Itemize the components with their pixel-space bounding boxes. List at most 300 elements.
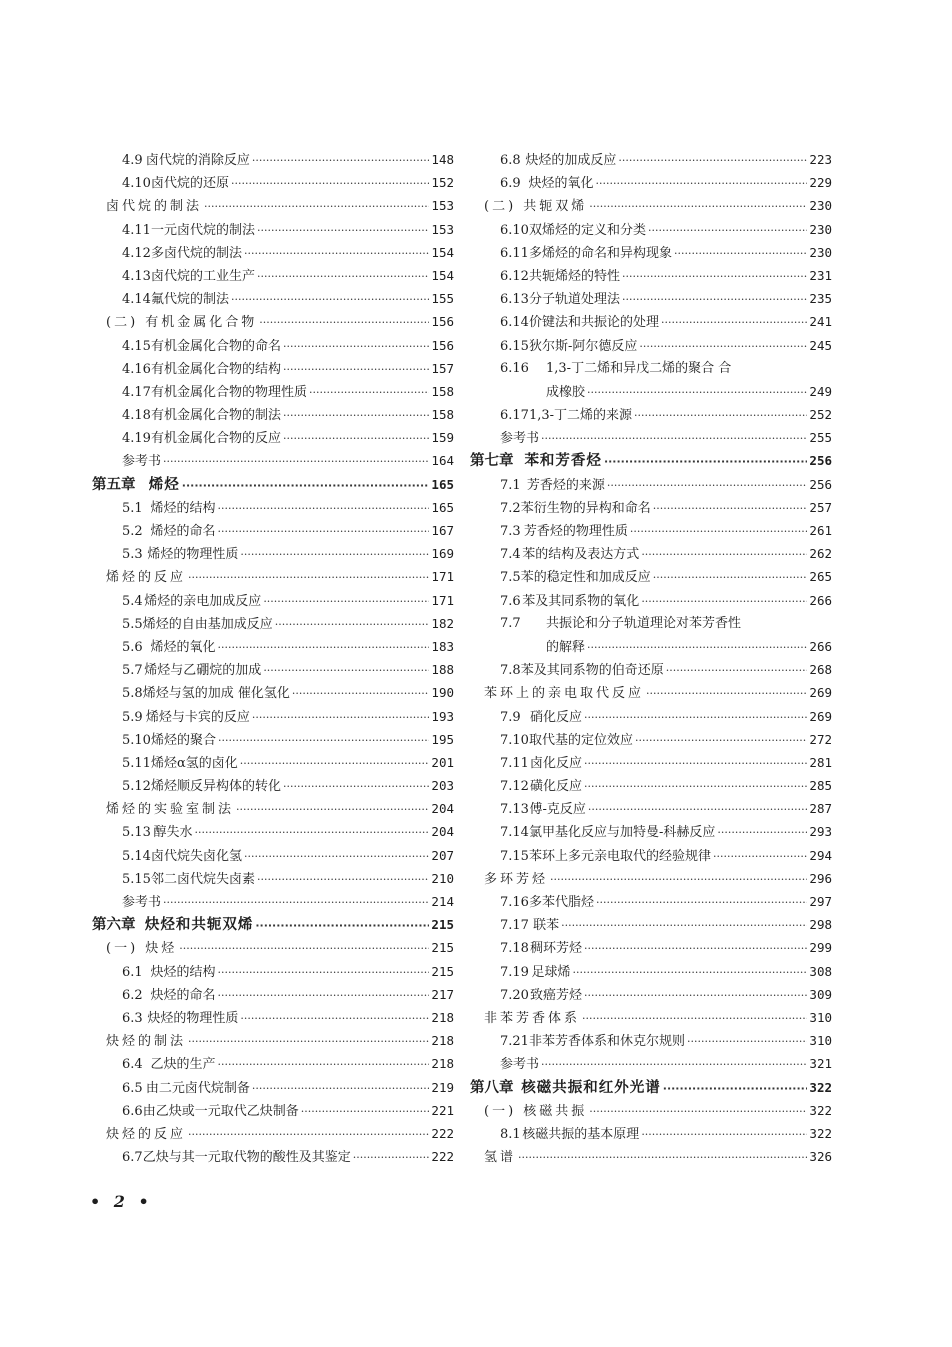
section-number: 7.5 — [500, 570, 521, 586]
toc-entry — [470, 983, 832, 1006]
dot-leader — [309, 381, 429, 404]
group-heading: 多环芳烃 — [484, 871, 549, 887]
dot-leader — [584, 937, 807, 960]
section-number: 7.4 — [500, 547, 521, 563]
section-number: 5.12 — [122, 779, 151, 795]
dot-leader — [663, 1077, 808, 1100]
dot-leader — [188, 1030, 429, 1053]
page-ref: 201 — [431, 754, 454, 770]
dot-leader — [674, 242, 807, 265]
section-number: 6.17 — [500, 408, 529, 424]
page-ref: 188 — [431, 662, 454, 678]
section-number: 4.14 — [122, 292, 151, 308]
toc-entry — [92, 960, 454, 983]
dot-leader — [561, 914, 807, 937]
section-title: 炔烃的氧化 — [528, 176, 594, 192]
dot-leader — [244, 242, 429, 265]
section-title: 烯烃的聚合 — [150, 732, 216, 748]
page-ref: 256 — [809, 476, 832, 492]
page-ref: 326 — [809, 1149, 832, 1165]
page-ref: 256 — [809, 453, 832, 469]
chapter-title: 核磁共振和红外光谱 — [521, 1079, 661, 1096]
section-title: 炔烃的命名 — [150, 987, 216, 1003]
page-ref: 164 — [431, 453, 454, 469]
page-ref: 322 — [809, 1079, 832, 1095]
toc-entry — [92, 357, 454, 380]
toc-entry — [92, 635, 454, 658]
section-title: 有机金属化合物的制法 — [150, 408, 281, 424]
section-number: 7.11 — [500, 755, 529, 771]
toc-entry — [470, 1052, 832, 1075]
page-ref: 204 — [431, 801, 454, 817]
toc-entry — [92, 1145, 454, 1168]
page-ref: 158 — [431, 383, 454, 399]
dot-leader — [218, 729, 429, 752]
dot-leader — [182, 474, 430, 497]
page-ref: 252 — [809, 407, 832, 423]
dot-leader — [587, 381, 807, 404]
section-title: 烯烃的亲电加成反应 — [144, 593, 262, 609]
dot-leader — [257, 868, 429, 891]
page-ref: 157 — [431, 360, 454, 376]
section-title: 醇失水 — [153, 825, 193, 841]
page-ref: 159 — [431, 430, 454, 446]
section-title: 有机金属化合物的反应 — [150, 431, 281, 447]
toc-entry — [92, 1076, 454, 1099]
page-ref: 249 — [809, 383, 832, 399]
chapter-number: 第八章 — [470, 1079, 514, 1096]
section-number: 7.18 — [500, 941, 529, 957]
section-title: 核磁共振的基本原理 — [522, 1126, 640, 1142]
toc-entry — [470, 658, 832, 681]
dot-leader — [240, 1007, 429, 1030]
toc-entry — [470, 171, 832, 194]
section-title: 烯烃的物理性质 — [147, 547, 239, 563]
dot-leader — [604, 450, 807, 473]
toc-entry — [92, 1099, 454, 1122]
dot-leader — [641, 1123, 807, 1146]
page-ref: 204 — [431, 824, 454, 840]
section-title-continued: 的解释 — [546, 639, 586, 655]
section-number: 6.11 — [500, 245, 529, 261]
page-ref: 310 — [809, 1009, 832, 1025]
page-ref: 269 — [809, 708, 832, 724]
dot-leader — [588, 798, 808, 821]
section-number: 6.6 — [122, 1103, 143, 1119]
toc-entry — [470, 936, 832, 959]
dot-leader — [646, 682, 807, 705]
page-ref: 269 — [809, 685, 832, 701]
section-number: 7.13 — [500, 802, 529, 818]
group-heading: 卤代烷的制法 — [106, 199, 203, 215]
page-ref: 218 — [431, 1056, 454, 1072]
dot-leader — [573, 961, 808, 984]
references-title: 参考书 — [500, 1057, 540, 1073]
toc-entry — [92, 681, 454, 704]
dot-leader — [596, 891, 807, 914]
toc-entry — [470, 542, 832, 565]
dot-leader — [283, 404, 429, 427]
page-ref: 222 — [431, 1125, 454, 1141]
page-number: • 2 • — [90, 1192, 153, 1211]
dot-leader — [231, 288, 429, 311]
toc-entry — [470, 496, 832, 519]
dot-leader — [607, 474, 808, 497]
dot-leader — [635, 729, 807, 752]
toc-entry — [92, 473, 454, 496]
dot-leader — [589, 195, 807, 218]
section-title: 苯及其同系物的氧化 — [522, 593, 640, 609]
toc-entry — [470, 612, 832, 635]
section-number: 4.9 — [122, 153, 143, 168]
page-ref: 183 — [431, 638, 454, 654]
section-number: 6.14 — [500, 315, 529, 331]
toc-entry — [92, 496, 454, 519]
page-ref: 169 — [431, 546, 454, 562]
section-title: 苯的稳定性和加成反应 — [520, 570, 651, 586]
toc-entry — [470, 264, 832, 287]
toc-entry — [470, 194, 832, 217]
dot-leader — [301, 1100, 430, 1123]
section-title: 乙炔的生产 — [150, 1057, 216, 1073]
section-number: 6.7 — [122, 1150, 143, 1166]
toc-entry — [92, 589, 454, 612]
section-title: 多卤代烷的制法 — [150, 245, 242, 261]
page-ref: 322 — [809, 1102, 832, 1118]
page-ref: 230 — [809, 221, 832, 237]
page-ref: 245 — [809, 337, 832, 353]
entry-title: 氢谱 — [484, 1150, 517, 1166]
toc-entry — [92, 241, 454, 264]
toc-entry — [470, 728, 832, 751]
page-ref: 219 — [431, 1079, 454, 1095]
toc-entry — [470, 844, 832, 867]
group-heading: 烯烃的反应 — [106, 570, 187, 586]
page-ref: 257 — [809, 499, 832, 515]
dot-leader — [353, 1146, 430, 1169]
dot-leader — [713, 845, 807, 868]
dot-leader — [217, 497, 429, 520]
section-title: 苯衍生物的异构和命名 — [520, 500, 651, 516]
section-title: 由乙炔或一元取代乙炔制备 — [142, 1103, 299, 1119]
section-number: 5.1 — [122, 500, 143, 516]
toc-entry — [92, 913, 454, 936]
dot-leader — [717, 821, 807, 844]
toc-entry — [92, 194, 454, 217]
dot-leader — [661, 311, 807, 334]
page-ref: 154 — [431, 267, 454, 283]
section-number: 7.12 — [500, 779, 529, 795]
section-title: 稠环芳烃 — [529, 941, 582, 957]
references-title: 参考书 — [122, 454, 162, 470]
section-number: 7.3 — [500, 524, 521, 539]
section-title: 有机金属化合物的命名 — [150, 338, 281, 354]
toc-entry — [92, 867, 454, 890]
page-ref: 222 — [431, 1149, 454, 1165]
section-title: 芳香烃的来源 — [526, 477, 605, 493]
section-title: 取代基的定位效应 — [528, 732, 633, 748]
dot-leader — [236, 798, 429, 821]
group-heading: 炔烃的制法 — [106, 1034, 187, 1050]
toc-entry — [92, 890, 454, 913]
toc-entry — [470, 774, 832, 797]
dot-leader — [217, 961, 429, 984]
section-number: 7.8 — [500, 663, 521, 679]
page-ref: 153 — [431, 198, 454, 214]
section-title: 芳香烃的物理性质 — [523, 524, 628, 539]
toc-entry — [470, 449, 832, 472]
dot-leader — [653, 566, 808, 589]
page-ref: 293 — [809, 824, 832, 840]
dot-leader — [217, 984, 429, 1007]
section-title: 苯及其同系物的伯奇还原 — [520, 663, 664, 679]
toc-entry — [92, 1029, 454, 1052]
toc-entry — [470, 334, 832, 357]
dot-leader — [518, 1146, 807, 1169]
page-ref: 230 — [809, 198, 832, 214]
section-title: 烯烃的结构 — [150, 500, 216, 516]
dot-leader — [584, 752, 807, 775]
section-number: 6.13 — [500, 292, 529, 308]
toc-entry — [470, 380, 832, 403]
dot-leader — [618, 149, 807, 172]
section-number: 4.11 — [122, 222, 151, 238]
toc-entry — [470, 890, 832, 913]
page-ref: 158 — [431, 407, 454, 423]
dot-leader — [630, 520, 808, 543]
group-heading: (二) 共轭双烯 — [484, 199, 588, 215]
group-heading: 苯环上的亲电取代反应 — [484, 686, 645, 702]
references-title: 参考书 — [122, 895, 162, 910]
page-ref: 165 — [431, 499, 454, 515]
toc-entry — [92, 426, 454, 449]
dot-leader — [179, 937, 429, 960]
section-number: 7.7 — [500, 615, 521, 631]
section-title: 有机金属化合物的结构 — [150, 361, 281, 377]
chapter-title: 炔烃和共轭双烯 — [144, 917, 254, 934]
section-number: 4.12 — [122, 245, 151, 261]
section-number: 5.4 — [122, 593, 143, 609]
toc-entry — [92, 936, 454, 959]
toc-entry — [470, 1076, 832, 1099]
section-number: 6.3 — [122, 1010, 143, 1026]
group-heading: (一) 核磁共振 — [484, 1103, 588, 1119]
section-title: 苯的结构及表达方式 — [522, 547, 640, 563]
dot-leader — [217, 1053, 429, 1076]
section-number: 6.1 — [122, 964, 143, 980]
section-title: 卤代烷的消除反应 — [145, 153, 250, 168]
section-title: 炔烃的加成反应 — [525, 153, 617, 168]
section-title: 分子轨道处理法 — [528, 292, 620, 308]
page-ref: 266 — [809, 592, 832, 608]
section-number: 4.18 — [122, 408, 151, 424]
dot-leader — [648, 219, 807, 242]
dot-leader — [257, 219, 429, 242]
toc-entry — [470, 1145, 832, 1168]
page-ref: 229 — [809, 175, 832, 191]
section-number: 7.14 — [500, 825, 529, 841]
section-number: 7.21 — [500, 1034, 529, 1050]
section-number: 4.17 — [122, 384, 151, 400]
toc-entry — [92, 844, 454, 867]
toc-entry — [92, 797, 454, 820]
toc-entry — [92, 612, 454, 635]
chapter-number: 第七章 — [470, 453, 514, 470]
section-title: 氯甲基化反应与加特曼-科赫反应 — [528, 825, 716, 841]
page-ref: 241 — [809, 314, 832, 330]
section-title: 多苯代脂烃 — [528, 895, 594, 910]
page-ref: 214 — [431, 894, 454, 909]
section-number: 6.12 — [500, 268, 529, 284]
page-ref: 193 — [431, 708, 454, 724]
toc-entry — [92, 1052, 454, 1075]
page-ref: 230 — [809, 244, 832, 260]
section-number: 7.2 — [500, 500, 521, 516]
page-ref: 203 — [431, 778, 454, 794]
dot-leader — [275, 613, 430, 636]
section-title: 价键法和共振论的处理 — [528, 315, 659, 331]
page-ref: 171 — [431, 569, 454, 585]
section-title: 磺化反应 — [529, 779, 582, 795]
page-ref: 309 — [809, 986, 832, 1002]
dot-leader — [584, 984, 807, 1007]
section-number: 5.15 — [122, 871, 151, 887]
dot-leader — [541, 427, 807, 450]
page-ref: 261 — [809, 523, 832, 538]
section-number: 5.8 — [122, 686, 143, 702]
section-title: 烯烃与卡宾的反应 — [145, 709, 250, 725]
dot-leader — [252, 1077, 430, 1100]
dot-leader — [622, 288, 807, 311]
toc-entry — [92, 565, 454, 588]
section-number: 5.14 — [122, 848, 151, 864]
toc-entry — [92, 774, 454, 797]
page-ref: 223 — [809, 152, 832, 167]
toc-entry — [92, 334, 454, 357]
toc-entry — [470, 705, 832, 728]
toc-entry — [470, 565, 832, 588]
section-title: 烯烃α氢的卤化 — [150, 755, 238, 771]
section-number: 4.13 — [122, 268, 151, 284]
toc-entry — [470, 797, 832, 820]
dot-leader — [195, 821, 430, 844]
chapter-title: 苯和芳香烃 — [524, 453, 602, 470]
page-ref: 221 — [431, 1102, 454, 1118]
dot-leader — [283, 775, 429, 798]
section-title: 邻二卤代烷失卤素 — [150, 871, 255, 887]
toc-entry — [470, 681, 832, 704]
toc-entry — [470, 473, 832, 496]
toc-entry — [92, 264, 454, 287]
dot-leader — [263, 659, 429, 682]
toc-entry — [92, 1006, 454, 1029]
toc-left-column — [92, 148, 454, 1168]
dot-leader — [634, 404, 807, 427]
dot-leader — [163, 891, 429, 914]
section-number: 6.9 — [500, 176, 521, 192]
section-number: 5.3 — [122, 547, 143, 563]
dot-leader — [257, 265, 429, 288]
page-ref: 190 — [431, 685, 454, 701]
toc-entry — [470, 589, 832, 612]
page-ref: 152 — [431, 175, 454, 191]
page-ref: 207 — [431, 847, 454, 863]
toc-entry — [92, 705, 454, 728]
section-title: 烯烃的自由基加成反应 — [142, 616, 273, 632]
dot-leader — [587, 636, 807, 659]
section-title: 卤化反应 — [529, 755, 582, 771]
page-ref: 153 — [431, 221, 454, 237]
section-title: 烯烃顺反异构体的转化 — [150, 779, 281, 795]
dot-leader — [687, 1030, 807, 1053]
group-heading: 非苯芳香体系 — [484, 1010, 581, 1026]
toc-entry — [92, 449, 454, 472]
section-title: 卤代烷的工业生产 — [150, 268, 255, 284]
page-ref: 217 — [431, 986, 454, 1002]
page-ref: 285 — [809, 778, 832, 794]
toc-entry — [92, 218, 454, 241]
section-title: 致癌芳烃 — [529, 987, 582, 1003]
page-ref: 148 — [431, 152, 454, 167]
toc-entry — [92, 728, 454, 751]
dot-leader — [595, 172, 807, 195]
section-title: 1,3-丁二烯的来源 — [528, 408, 633, 424]
dot-leader — [244, 845, 429, 868]
toc-entry — [470, 519, 832, 542]
toc-entry — [92, 983, 454, 1006]
page-ref: 287 — [809, 801, 832, 817]
page-ref: 266 — [809, 638, 832, 654]
section-title: 共振论和分子轨道理论对苯芳香性 — [546, 615, 742, 631]
chapter-title: 烯烃 — [148, 476, 180, 493]
section-number: 6.8 — [500, 153, 521, 168]
section-number: 6.15 — [500, 338, 529, 354]
section-title: 共轭烯烃的特性 — [528, 268, 620, 284]
page-ref: 296 — [809, 870, 832, 886]
dot-leader — [641, 543, 807, 566]
toc-entry — [470, 426, 832, 449]
toc-entry — [470, 867, 832, 890]
page-ref: 154 — [431, 244, 454, 260]
page-ref: 215 — [431, 963, 454, 979]
section-number: 6.10 — [500, 222, 529, 238]
section-number: 7.20 — [500, 987, 529, 1003]
dot-leader — [283, 358, 429, 381]
page-ref: 156 — [431, 337, 454, 353]
section-number: 4.16 — [122, 361, 151, 377]
dot-leader — [255, 914, 429, 937]
section-number: 5.5 — [122, 616, 143, 632]
section-number: 7.16 — [500, 895, 529, 910]
section-number: 7.15 — [500, 848, 529, 864]
section-number: 5.9 — [122, 709, 143, 725]
section-title: 烯烃与乙硼烷的加成 — [144, 663, 262, 679]
page-ref: 268 — [809, 662, 832, 678]
page-ref: 167 — [431, 523, 454, 538]
section-title: 烯烃的氧化 — [150, 639, 216, 655]
dot-leader — [582, 1007, 807, 1030]
page-ref: 155 — [431, 291, 454, 307]
dot-leader — [584, 706, 807, 729]
toc-entry — [470, 751, 832, 774]
section-number: 5.10 — [122, 732, 151, 748]
toc-entry — [470, 1099, 832, 1122]
toc-entry — [92, 310, 454, 333]
toc-entry — [92, 171, 454, 194]
dot-leader — [666, 659, 808, 682]
section-number: 4.10 — [122, 176, 151, 192]
section-title: 狄尔斯-阿尔德反应 — [528, 338, 638, 354]
